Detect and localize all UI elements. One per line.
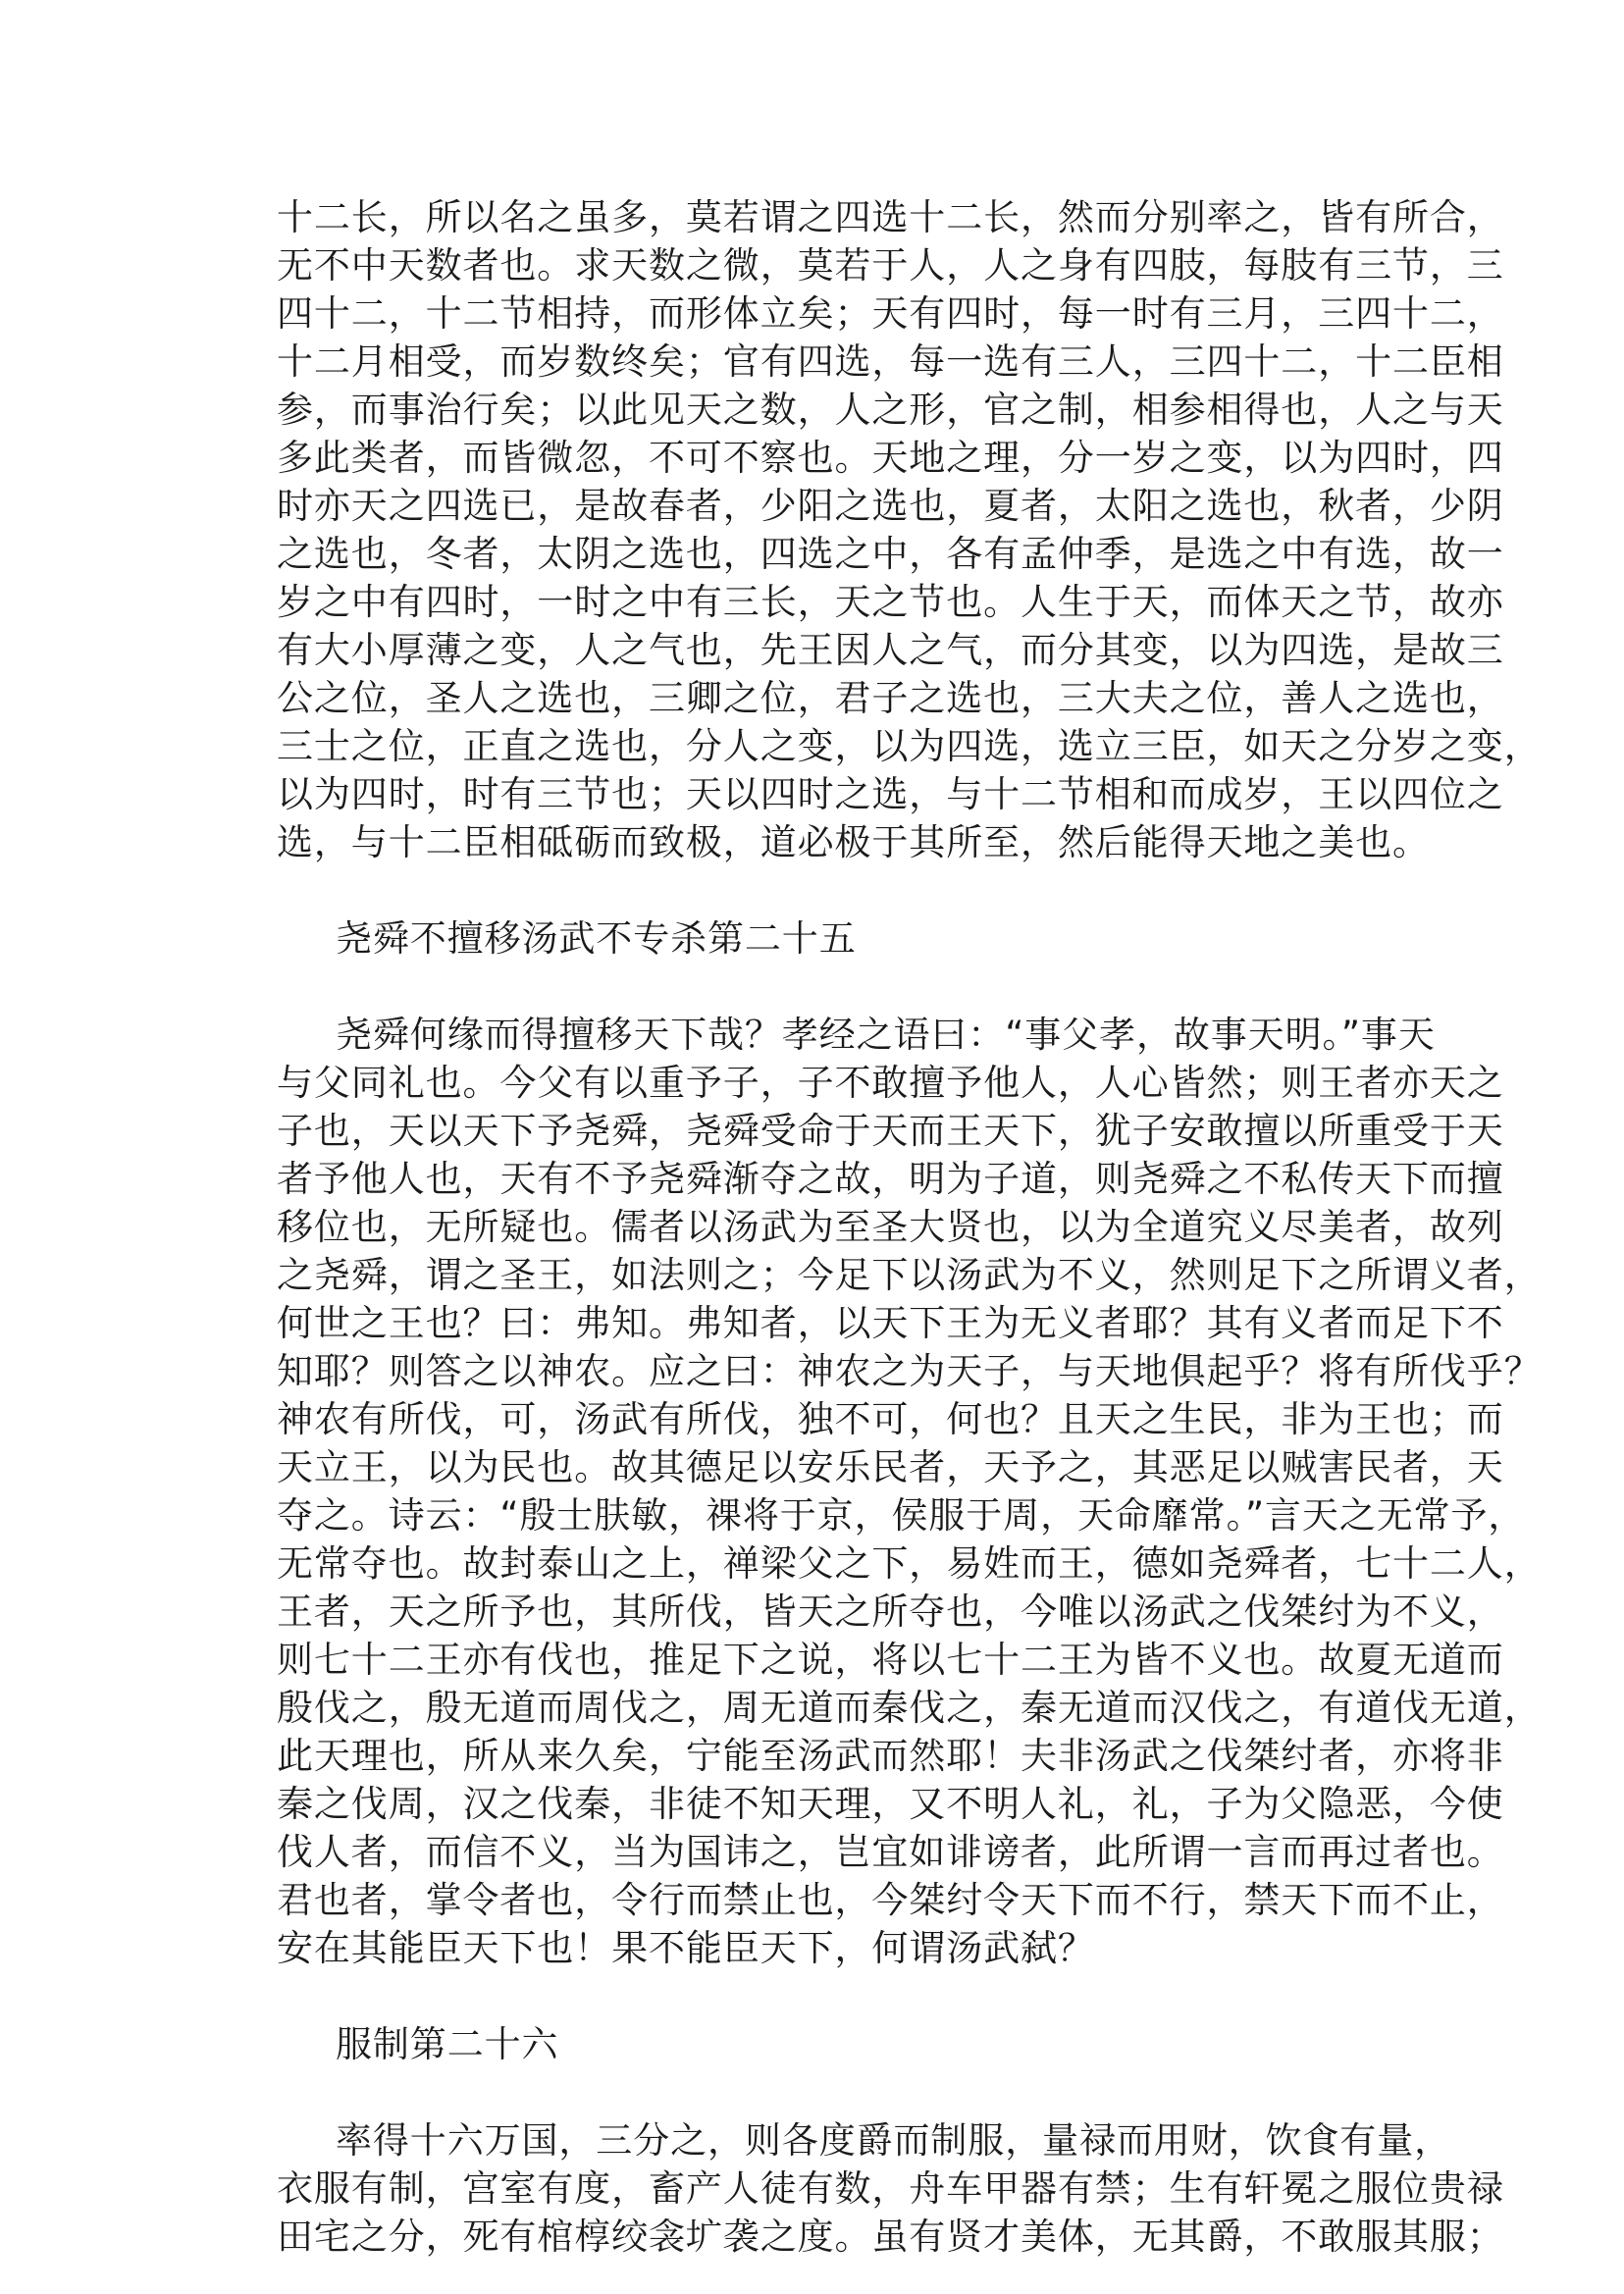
text-line: 天立王，以为民也。故其德足以安乐民者，天予之，其恶足以贼害民者，天 xyxy=(277,1446,1504,1488)
text-line: 安在其能臣天下也！果不能臣天下，何谓汤武弑？ xyxy=(277,1927,1095,1969)
text-line: 秦之伐周，汉之伐秦，非徒不知天理，又不明人礼，礼，子为父隐恶，今使 xyxy=(277,1783,1504,1825)
text-line: 与父同礼也。今父有以重予子，子不敢擅予他人，人心皆然；则王者亦天之 xyxy=(277,1062,1504,1104)
text-line: 十二月相受，而岁数终矣；官有四选，每一选有三人，三四十二，十二臣相 xyxy=(277,340,1504,383)
text-line: 田宅之分，死有棺椁绞衾圹袭之度。虽有贤才美体，无其爵，不敢服其服； xyxy=(277,2216,1504,2258)
text-line: 夺之。诗云：“殷士肤敏，祼将于京，侯服于周，天命靡常。”言天之无常予， xyxy=(277,1494,1526,1537)
text-line: 殷伐之，殷无道而周伐之，周无道而秦伐之，秦无道而汉伐之，有道伐无道， xyxy=(277,1687,1542,1729)
text-line: 岁之中有四时，一时之中有三长，天之节也。人生于天，而体天之节，故亦 xyxy=(277,581,1504,623)
text-line: 此天理也，所从来久矣，宁能至汤武而然耶！夫非汤武之伐桀纣者，亦将非 xyxy=(277,1735,1504,1777)
text-line: 之选也，冬者，太阴之选也，四选之中，各有孟仲季，是选之中有选，故一 xyxy=(277,533,1504,575)
text-line: 多此类者，而皆微忽，不可不察也。天地之理，分一岁之变，以为四时，四 xyxy=(277,437,1504,479)
text-line: 之尧舜，谓之圣王，如法则之；今足下以汤武为不义，然则足下之所谓义者， xyxy=(277,1254,1542,1296)
text-line: 参，而事治行矣；以此见天之数，人之形，官之制，相参相得也，人之与天 xyxy=(277,389,1504,431)
text-line: 王者，天之所予也，其所伐，皆天之所夺也，今唯以汤武之伐桀纣为不义， xyxy=(277,1590,1504,1633)
text-line: 以为四时，时有三节也；天以四时之选，与十二节相和而成岁，王以四位之 xyxy=(277,773,1504,815)
text-line: 无常夺也。故封泰山之上，禅梁父之下，易姓而王，德如尧舜者，七十二人， xyxy=(277,1542,1542,1585)
text-line: 尧舜何缘而得擅移天下哉？孝经之语曰：“事父孝，故事天明。”事天 xyxy=(336,1014,1436,1056)
section-heading: 尧舜不擅移汤武不专杀第二十五 xyxy=(336,917,857,960)
text-line: 知耶？则答之以神农。应之曰：神农之为天子，与天地俱起乎？将有所伐乎？ xyxy=(277,1350,1542,1392)
text-line: 十二长，所以名之虽多，莫若谓之四选十二长，然而分别率之，皆有所合， xyxy=(277,196,1504,238)
text-line: 则七十二王亦有伐也，推足下之说，将以七十二王为皆不义也。故夏无道而 xyxy=(277,1639,1504,1681)
text-line: 子也，天以天下予尧舜，尧舜受命于天而王天下，犹子安敢擅以所重受于天 xyxy=(277,1110,1504,1152)
text-line: 选，与十二臣相砥砺而致极，道必极于其所至，然后能得天地之美也。 xyxy=(277,821,1430,863)
text-line: 移位也，无所疑也。儒者以汤武为至圣大贤也，以为全道究义尽美者，故列 xyxy=(277,1206,1504,1248)
text-line: 公之位，圣人之选也，三卿之位，君子之选也，三大夫之位，善人之选也， xyxy=(277,677,1504,719)
text-line: 神农有所伐，可，汤武有所伐，独不可，何也？且天之生民，非为王也；而 xyxy=(277,1398,1504,1440)
text-line: 率得十六万国，三分之，则各度爵而制服，量禄而用财，饮食有量， xyxy=(336,2119,1451,2162)
text-line: 君也者，掌令者也，令行而禁止也，今桀纣令天下而不行，禁天下而不止， xyxy=(277,1879,1504,1921)
text-line: 何世之王也？曰：弗知。弗知者，以天下王为无义者耶？其有义者而足下不 xyxy=(277,1302,1504,1344)
text-line: 有大小厚薄之变，人之气也，先王因人之气，而分其变，以为四选，是故三 xyxy=(277,629,1504,671)
text-line: 无不中天数者也。求天数之微，莫若于人，人之身有四肢，每肢有三节，三 xyxy=(277,244,1504,287)
text-line: 衣服有制，宫室有度，畜产人徒有数，舟车甲器有禁；生有轩冕之服位贵禄 xyxy=(277,2167,1504,2210)
section-heading: 服制第二十六 xyxy=(336,2023,559,2065)
text-line: 四十二，十二节相持，而形体立矣；天有四时，每一时有三月，三四十二， xyxy=(277,292,1504,335)
text-line: 三士之位，正直之选也，分人之变，以为四选，选立三臣，如天之分岁之变， xyxy=(277,725,1542,767)
text-line: 时亦天之四选已，是故春者，少阳之选也，夏者，太阳之选也，秋者，少阴 xyxy=(277,485,1504,527)
text-line: 者予他人也，天有不予尧舜渐夺之故，明为子道，则尧舜之不私传天下而擅 xyxy=(277,1158,1504,1200)
text-line: 伐人者，而信不义，当为国讳之，岂宜如诽谤者，此所谓一言而再过者也。 xyxy=(277,1831,1504,1873)
